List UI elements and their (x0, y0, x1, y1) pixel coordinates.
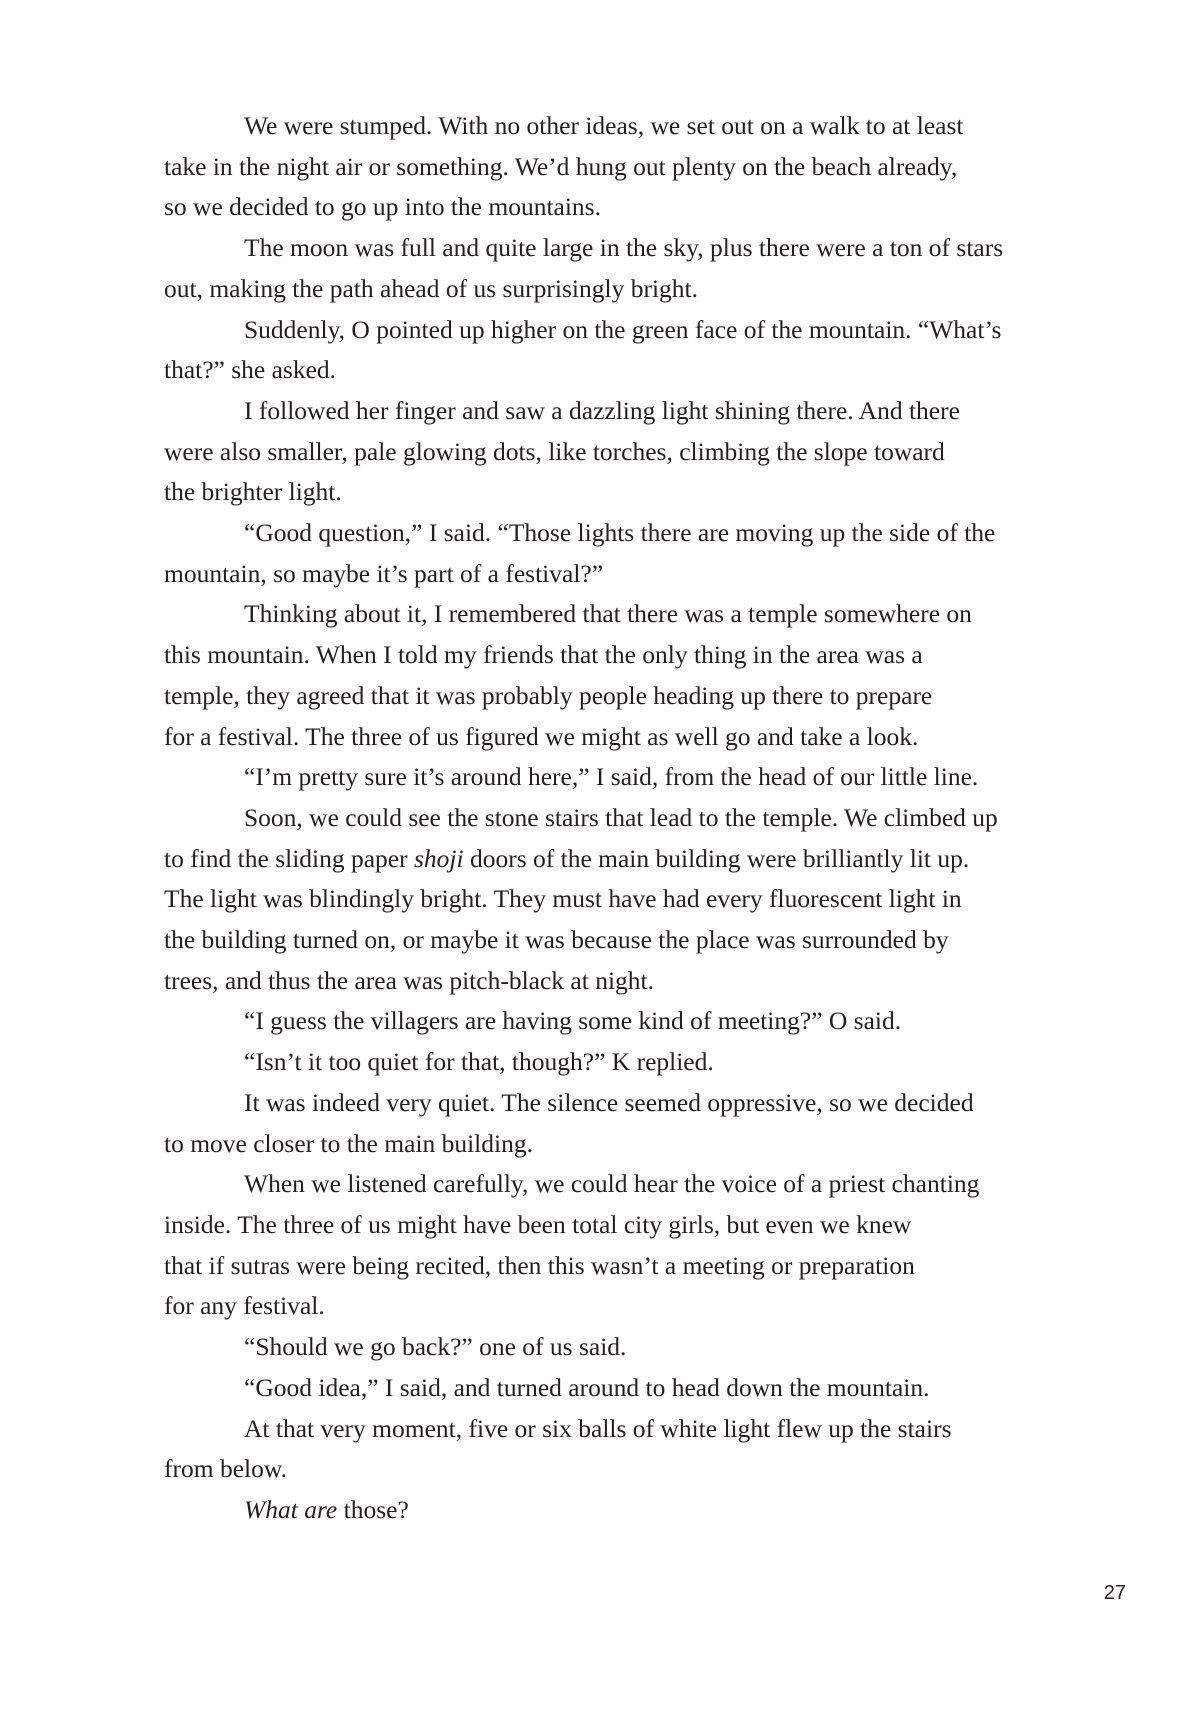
text-line: “Should we go back?” one of us said. (244, 1332, 627, 1362)
italic-word: shoji (414, 843, 464, 873)
text-fragment: to find the sliding paper (164, 843, 414, 873)
text-line: The moon was full and quite large in the sky, plus there were a ton of stars (244, 233, 1004, 263)
text-line: the building turned on, or maybe it was because the place was surrounded by (164, 925, 949, 955)
text-line: so we decided to go up into the mountains. (164, 192, 601, 222)
text-line: Soon, we could see the stone stairs that lead to the temple. We climbed up (244, 802, 998, 832)
text-line: that if sutras were being recited, then this wasn’t a meeting or preparation (164, 1250, 915, 1280)
text-line: inside. The three of us might have been total city girls, but even we knew (164, 1209, 912, 1239)
paragraph (204, 1042, 1064, 1083)
text-line: from below. (164, 1454, 287, 1484)
text-line: for a festival. The three of us figured we might as well go and take a look. (164, 721, 919, 751)
italic-phrase: What are (244, 1494, 338, 1524)
paragraph (204, 1327, 1064, 1368)
paragraph (164, 391, 1064, 513)
text-line: to move closer to the main building. (164, 1128, 533, 1158)
text-line: “Good idea,” I said, and turned around to head down the mountain. (244, 1372, 930, 1402)
paragraph (164, 1164, 1064, 1327)
text-line: take in the night air or something. We’d hung out plenty on the beach already, (164, 151, 958, 181)
paragraph (164, 513, 1064, 594)
text-line: trees, and thus the area was pitch-black at night. (164, 965, 654, 995)
text-line: It was indeed very quiet. The silence seemed oppressive, so we decided (244, 1087, 974, 1117)
paragraph (204, 1490, 1064, 1531)
paragraph (164, 1409, 1064, 1490)
paragraph (164, 594, 1064, 757)
text-line: We were stumped. With no other ideas, we set out on a walk to at least (244, 111, 964, 140)
text-line: the brighter light. (164, 477, 342, 507)
text-fragment: doors of the main building were brilliantly lit up. (463, 843, 970, 873)
text-line: for any festival. (164, 1291, 325, 1321)
paragraph (164, 228, 1064, 309)
text-line: When we listened carefully, we could hear the voice of a priest chanting (244, 1169, 980, 1199)
text-line: this mountain. When I told my friends that the only thing in the area was a (164, 640, 923, 670)
text-line (204, 1490, 1064, 1531)
text-line: I followed her finger and saw a dazzling light shining there. And there (244, 395, 960, 425)
paragraph (164, 310, 1064, 391)
page-number: 27 (1103, 1582, 1126, 1604)
paragraph (164, 1083, 1064, 1164)
text-line: “Isn’t it too quiet for that, though?” K replied. (244, 1047, 714, 1077)
text-line: At that very moment, five or six balls of white light flew up the stairs (244, 1413, 952, 1443)
text-line: The light was blindingly bright. They must have had every fluorescent light in (164, 884, 962, 914)
text-line: temple, they agreed that it was probably people heading up there to prepare (164, 680, 933, 710)
text-line: “Good question,” I said. “Those lights there are moving up the side of the (244, 518, 996, 548)
body-text (164, 106, 1064, 1531)
text-line: out, making the path ahead of us surprisingly bright. (164, 273, 698, 303)
paragraph (164, 106, 1064, 228)
text-line: “I’m pretty sure it’s around here,” I said, from the head of our little line. (244, 762, 979, 792)
text-line: were also smaller, pale glowing dots, like torches, climbing the slope toward (164, 436, 945, 466)
text-line: mountain, so maybe it’s part of a festival?” (164, 558, 604, 588)
text-line: Suddenly, O pointed up higher on the green face of the mountain. “What’s (244, 314, 1002, 344)
text-line: that?” she asked. (164, 355, 337, 385)
text-line: “I guess the villagers are having some kind of meeting?” O said. (244, 1006, 902, 1036)
text-line (164, 839, 1064, 880)
paragraph (164, 798, 1064, 1002)
paragraph (204, 1001, 1064, 1042)
paragraph (204, 757, 1064, 798)
text-line: Thinking about it, I remembered that there was a temple somewhere on (244, 599, 972, 629)
paragraph (204, 1368, 1064, 1409)
text-fragment: those? (337, 1494, 409, 1524)
